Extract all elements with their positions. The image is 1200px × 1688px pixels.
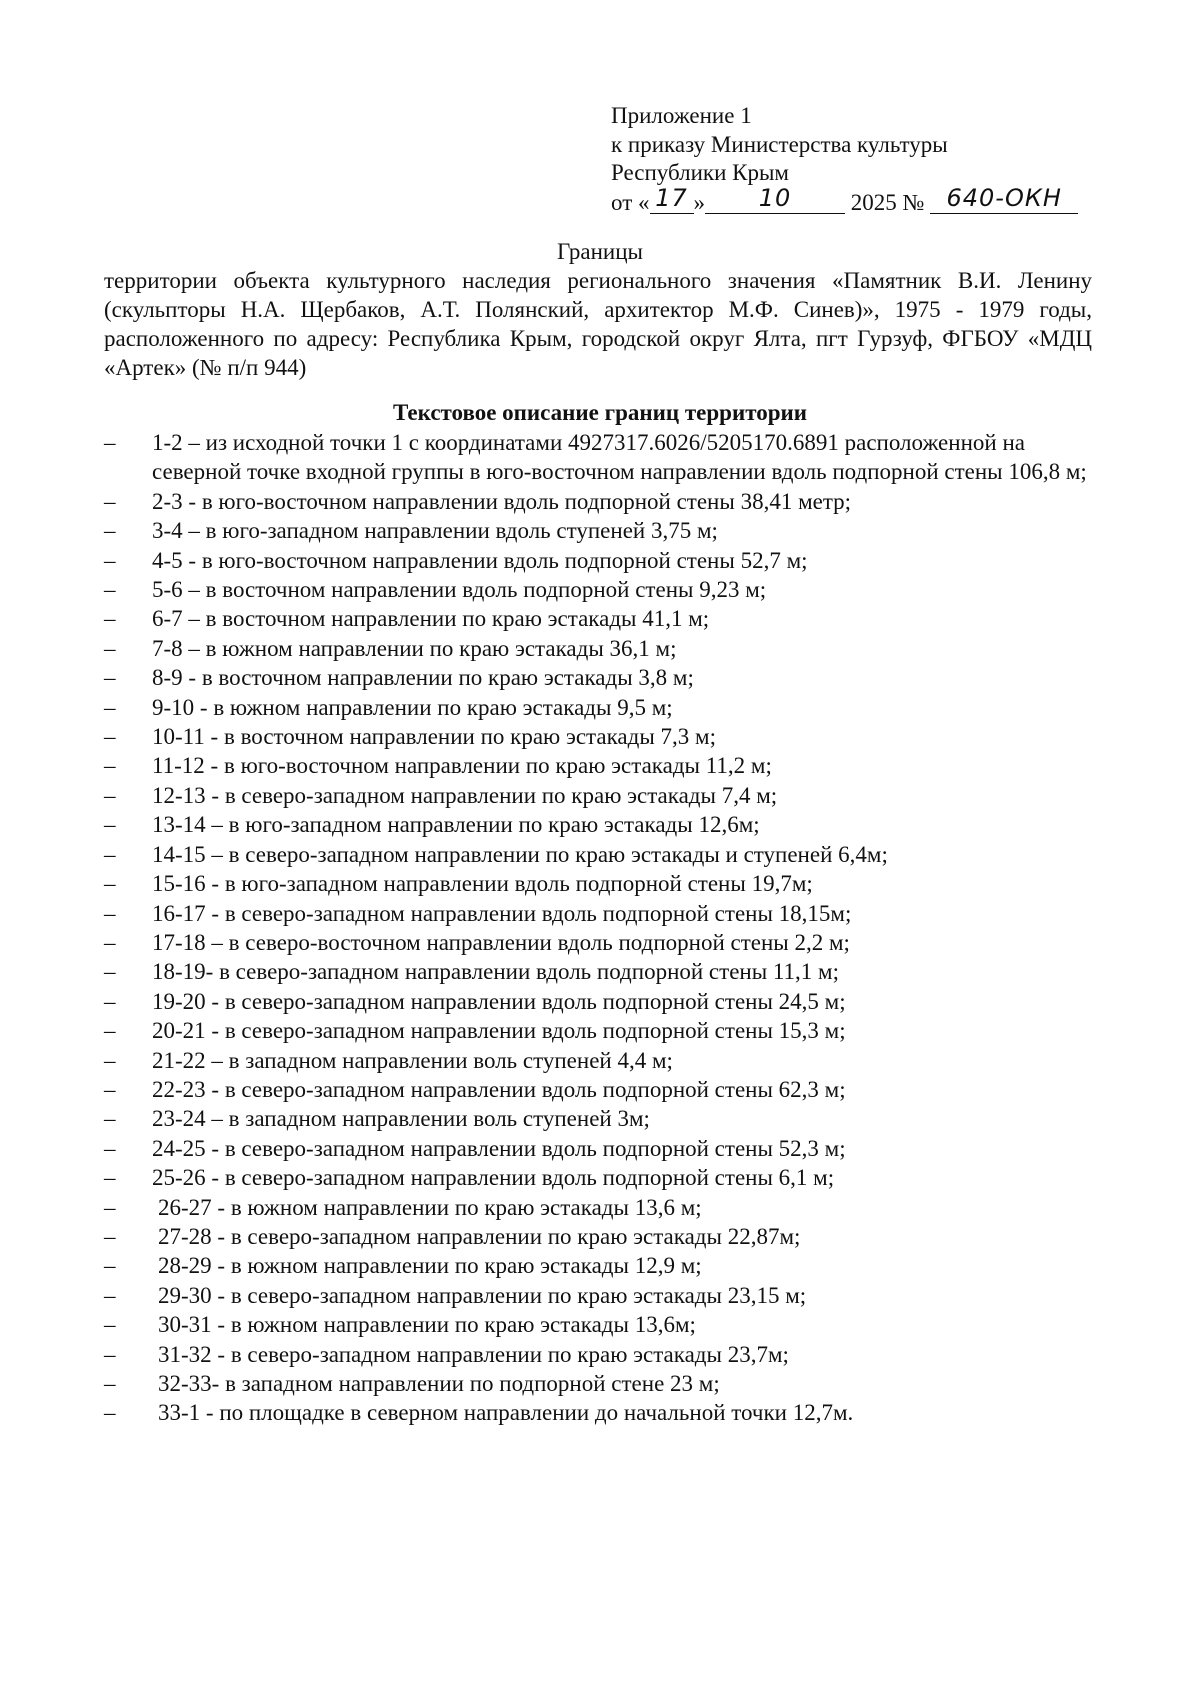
handwritten-month: 10: [758, 183, 792, 212]
segment-text: 10-11 - в восточном направлении по краю эстакады 7,3 м;: [152, 724, 716, 750]
list-dash: –: [104, 1165, 116, 1191]
list-dash: –: [104, 547, 116, 573]
boundary-segment-item: [104, 781, 1104, 810]
segment-text: 16-17 - в северо-западном направлении вдоль подпорной стены 18,15м;: [152, 900, 852, 926]
segment-text: 23-24 – в западном направлении воль ступеней 3м;: [152, 1106, 650, 1132]
order-year-number-label: 2025 №: [850, 189, 925, 215]
appendix-header: [611, 102, 1131, 217]
segment-text: 14-15 – в северо-западном направлении по краю эстакады и ступеней 6,4м;: [152, 841, 888, 867]
boundary-segment-list: [104, 428, 1104, 1428]
list-dash: –: [104, 753, 116, 779]
list-dash: –: [104, 1194, 116, 1220]
segment-text: 31-32 - в северо-западном направлении по краю эстакады 23,7м;: [158, 1341, 789, 1367]
order-number-field: [930, 183, 1078, 214]
segment-text: 5-6 – в восточном направлении вдоль подпорной стены 9,23 м;: [152, 577, 767, 603]
segment-text: 11-12 - в юго-восточном направлении по краю эстакады 11,2 м;: [152, 753, 772, 779]
segment-text: 6-7 – в восточном направлении по краю эстакады 41,1 м;: [152, 606, 710, 632]
boundary-segment-item: [104, 663, 1104, 692]
segment-text: 12-13 - в северо-западном направлении по краю эстакады 7,4 м;: [152, 782, 778, 808]
list-dash: –: [104, 577, 116, 603]
segment-text: 2-3 - в юго-восточном направлении вдоль подпорной стены 38,41 метр;: [152, 488, 852, 514]
list-dash: –: [104, 606, 116, 632]
date-prefix: от «: [611, 189, 650, 215]
boundary-segment-item: [104, 810, 1104, 839]
list-dash: –: [104, 1253, 116, 1279]
boundary-segment-item: [104, 1104, 1104, 1133]
segment-text: 1-2 – из исходной точки 1 с координатами 4927317.6026/5205170.6891 расположенной на северной точке входной группы в юго-восточном направлении вдоль подпорной стены 106,8 м;: [152, 430, 1087, 485]
boundary-segment-item: [104, 957, 1104, 986]
segment-text: 19-20 - в северо-западном направлении вдоль подпорной стены 24,5 м;: [152, 988, 846, 1014]
segment-text: 8-9 - в восточном направлении по краю эстакады 3,8 м;: [152, 665, 694, 691]
boundary-segment-item: [104, 869, 1104, 898]
boundary-segment-item: [104, 751, 1104, 780]
segment-text: 3-4 – в юго-западном направлении вдоль ступеней 3,75 м;: [152, 518, 718, 544]
segment-text: 33-1 - по площадке в северном направлении до начальной точки 12,7м.: [158, 1400, 854, 1426]
segment-text: 30-31 - в южном направлении по краю эстакады 13,6м;: [158, 1312, 696, 1338]
segment-text: 13-14 – в юго-западном направлении по краю эстакады 12,6м;: [152, 812, 760, 838]
list-dash: –: [104, 1223, 116, 1249]
list-dash: –: [104, 929, 116, 955]
list-dash: –: [104, 841, 116, 867]
order-date-line: [611, 183, 1131, 218]
list-dash: –: [104, 1282, 116, 1308]
segment-text: 27-28 - в северо-западном направлении по краю эстакады 22,87м;: [158, 1223, 801, 1249]
boundary-segment-item: [104, 516, 1104, 545]
list-dash: –: [104, 724, 116, 750]
boundary-segment-item: [104, 1222, 1104, 1251]
boundary-segment-item: [104, 1016, 1104, 1045]
list-dash: –: [104, 1018, 116, 1044]
boundary-segment-item: [104, 634, 1104, 663]
list-dash: –: [104, 1076, 116, 1102]
handwritten-order-number: 640-ОКН: [946, 183, 1062, 212]
ministry-region: Республики Крым: [611, 160, 789, 185]
list-dash: –: [104, 988, 116, 1014]
boundary-segment-item: [104, 1193, 1104, 1222]
list-dash: –: [104, 871, 116, 897]
handwritten-day: 17: [655, 183, 688, 212]
boundary-segment-item: [104, 1075, 1104, 1104]
order-reference: к приказу Министерства культуры: [611, 131, 948, 157]
boundary-segment-item: [104, 604, 1104, 633]
list-dash: –: [104, 812, 116, 838]
segment-text: 15-16 - в юго-западном направлении вдоль подпорной стены 19,7м;: [152, 871, 813, 897]
boundary-segment-item: [104, 1281, 1104, 1310]
object-description: территории объекта культурного наследия регионального значения «Памятник В.И. Ленину (скульпторы Н.А. Щербаков, А.Т. Полянский, архитектор М.Ф. Синев)», 1975 - 1979 годы, расположенного по адресу: Республика Крым, городской округ Ялта, пгт Гурзуф, ФГБОУ «МДЦ «Артек» (№ п/п 944): [104, 268, 1092, 380]
list-dash: –: [104, 694, 116, 720]
boundary-segment-item: [104, 693, 1104, 722]
list-dash: –: [104, 900, 116, 926]
list-dash: –: [104, 959, 116, 985]
segment-text: 28-29 - в южном направлении по краю эстакады 12,9 м;: [158, 1253, 702, 1279]
list-dash: –: [104, 635, 116, 661]
boundary-segment-item: [104, 1251, 1104, 1280]
list-dash: –: [104, 1371, 116, 1396]
boundary-segment-item: [104, 1369, 1104, 1398]
day-field: [650, 183, 694, 214]
list-dash: –: [104, 1135, 116, 1161]
boundary-segment-item: [104, 899, 1104, 928]
list-dash: –: [104, 488, 116, 514]
boundary-segment-item: [104, 1340, 1104, 1369]
appendix-label: Приложение 1: [611, 103, 752, 128]
list-dash: –: [104, 782, 116, 808]
boundary-segment-item: [104, 928, 1104, 957]
list-dash: –: [104, 1341, 116, 1367]
boundary-segment-item: [104, 575, 1104, 604]
list-dash: –: [104, 1047, 116, 1073]
boundary-segment-item: [104, 1163, 1104, 1192]
document-title: Границы: [557, 239, 643, 264]
segment-text: 25-26 - в северо-западном направлении вдоль подпорной стены 6,1 м;: [152, 1165, 835, 1191]
segment-text: 4-5 - в юго-восточном направлении вдоль подпорной стены 52,7 м;: [152, 547, 808, 573]
segment-text: 7-8 – в южном направлении по краю эстакады 36,1 м;: [152, 635, 677, 661]
boundary-segment-item: [104, 722, 1104, 751]
list-dash: –: [104, 665, 116, 691]
segment-text: 26-27 - в южном направлении по краю эстакады 13,6 м;: [158, 1194, 702, 1220]
segment-text: 22-23 - в северо-западном направлении вдоль подпорной стены 62,3 м;: [152, 1076, 846, 1102]
segment-text: 17-18 – в северо-восточном направлении вдоль подпорной стены 2,2 м;: [152, 929, 850, 955]
list-dash: –: [104, 1106, 116, 1132]
boundary-segment-item: [104, 546, 1104, 575]
segment-text: 20-21 - в северо-западном направлении вдоль подпорной стены 15,3 м;: [152, 1018, 846, 1044]
boundary-segment-item: [104, 840, 1104, 869]
segment-text: 29-30 - в северо-западном направлении по краю эстакады 23,15 м;: [158, 1282, 807, 1308]
section-heading: Текстовое описание границ территории: [392, 400, 808, 425]
boundary-segment-item: [104, 428, 1104, 487]
list-dash: –: [104, 1400, 116, 1426]
segment-text: 18-19- в северо-западном направлении вдоль подпорной стены 11,1 м;: [152, 959, 840, 985]
list-dash: –: [104, 1312, 116, 1338]
boundary-segment-item: [104, 1134, 1104, 1163]
boundary-segment-item: [104, 487, 1104, 516]
segment-text: 9-10 - в южном направлении по краю эстакады 9,5 м;: [152, 694, 673, 720]
boundary-segment-item: [104, 1046, 1104, 1075]
segment-text: 24-25 - в северо-западном направлении вдоль подпорной стены 52,3 м;: [152, 1135, 846, 1161]
boundary-segment-item: [104, 987, 1104, 1016]
date-quote-close: »: [693, 189, 705, 215]
boundary-segment-item: [104, 1310, 1104, 1339]
segment-text: 32-33- в западном направлении по подпорной стене 23 м;: [158, 1371, 720, 1396]
list-dash: –: [104, 518, 116, 544]
segment-text: 21-22 – в западном направлении воль ступеней 4,4 м;: [152, 1047, 673, 1073]
month-field: [705, 183, 845, 214]
boundary-segment-item: [104, 1398, 1104, 1427]
list-dash: –: [104, 430, 116, 455]
